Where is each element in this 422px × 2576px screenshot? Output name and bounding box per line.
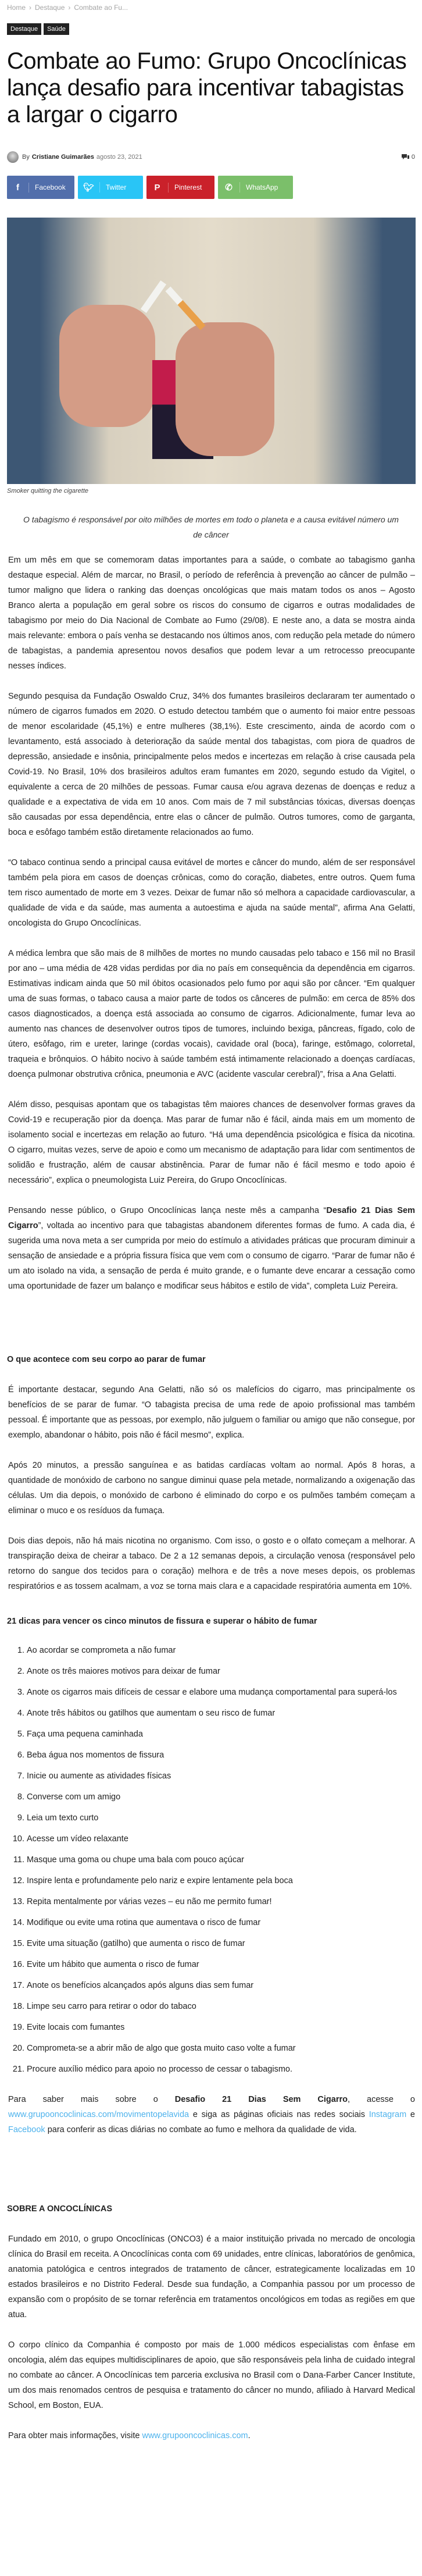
tips-heading: 21 dicas para vencer os cinco minutos de fissura e superar o hábito de fumar [7, 1617, 317, 1626]
tip-item: 18. Limpe seu carro para retirar o odor do tabaco [27, 1999, 415, 2014]
tip-item: 9. Leia um texto curto [27, 1810, 415, 1826]
share-label: Facebook [35, 183, 66, 191]
comment-icon [402, 154, 409, 161]
image-caption: Smoker quitting the cigarette [7, 488, 89, 494]
twitter-icon: 🐦︎ [78, 182, 100, 193]
tip-item: 7. Inicie ou aumente as atividades físicas [27, 1769, 415, 1784]
tip-item: 21. Procure auxílio médico para apoio no processo de cessar o tabagismo. [27, 2062, 415, 2077]
text: Para saber mais sobre o [8, 2095, 175, 2104]
breadcrumb-separator: › [68, 3, 71, 12]
author-avatar[interactable] [7, 151, 19, 163]
tip-item: 13. Repita mentalmente por várias vezes – eu não me permito fumar! [27, 1894, 415, 1909]
about-paragraph: O corpo clínico da Companhia é composto por mais de 1.000 médicos especialistas com ênfase em oncologia, além das equipes multidisciplinares de apoio, que são responsáveis pela linha de cuidado integral no combate ao câncer. A Oncoclínicas tem parceria exclusiva no Brasil com o Dana-Farber Cancer Institute, um dos mais renomados centros de pesquisa e tratamento do câncer no mundo, afiliado à Harvard Medical School, em Boston, EUA. [8, 2340, 415, 2410]
campaign-name: Desafio 21 Dias Sem Cigarro [174, 2095, 348, 2104]
tips-list [7, 1643, 415, 2077]
publish-date: agosto 23, 2021 [96, 154, 142, 161]
tag-destaque[interactable]: Destaque [7, 23, 41, 35]
about-heading: SOBRE A ONCOCLÍNICAS [7, 2204, 112, 2214]
text: . [248, 2431, 251, 2440]
tip-item: 5. Faça uma pequena caminhada [27, 1727, 415, 1742]
text: , acesse o [348, 2095, 415, 2104]
breadcrumb-home[interactable]: Home [7, 3, 26, 12]
featured-image [7, 218, 416, 484]
body-paragraph: A médica lembra que são mais de 8 milhões de mortes no mundo causadas pelo tabaco e 156 mil no Brasil por ano – uma média de 428 vidas perdidas por dia no país em consequência da dependência em cigarros. Estimativas indicam ainda que 50 mil óbitos ocasionados pelo fumo por aqui são por câncer. “Em qualquer uma de suas formas, o tabaco causa a maior parte de todos os cânceres de pulmão: em cerca de 85% dos casos diagnosticados, a doença está associada ao consumo de cigarros. Adicionalmente, fumar leva ao aumento nas chances de desenvolver outros tipos de tumores, incluindo bexiga, pâncreas, fígado, colo de útero, esôfago, rim e ureter, laringe (cordas vocais), cavidade oral (boca), faringe, estômago, colorretal, traqueia e brônquios. O hábito nocivo à saúde também está intimamente relacionado a doenças cardíacas, doença pulmonar obstrutiva crônica, pneumonia e AVC (acidente vascular cerebral)”, frisa a Ana Gelatti. [8, 949, 415, 1079]
category-tags [7, 23, 415, 35]
by-label: By [22, 154, 30, 161]
tip-item: 17. Anote os benefícios alcançados após alguns dias sem fumar [27, 1978, 415, 1993]
body-paragraph: “O tabaco continua sendo a principal causa evitável de mortes e câncer do mundo, além de ser responsável também pela piora em casos de doenças crônicas, como do coração, diabetes, entre outros. Quem fuma tem risco aumentado de morte em 3 vezes. Deixar de fumar não só melhora a capacidade cardiovascular, a qualidade de vida e da saúde, mas aumenta a autoestima e ajuda na saúde mental”, afirma Ana Gelatti, oncologista do Grupo Oncoclínicas. [8, 858, 415, 928]
breadcrumb-current: Combate ao Fu... [74, 3, 128, 12]
tip-item: 20. Comprometa-se a abrir mão de algo que gosta muito caso volte a fumar [27, 2041, 415, 2056]
tip-item: 14. Modifique ou evite uma rotina que aumentava o risco de fumar [27, 1915, 415, 1930]
body-paragraph: Segundo pesquisa da Fundação Oswaldo Cruz, 34% dos fumantes brasileiros declararam ter aumentado o número de cigarros fumados em 2020. O estudo detectou também que o aumento foi maior entre pessoas de menor escolaridade (45,1%) e entre mulheres (38,1%). Este crescimento, ainda de acordo com o levantamento, está associado à deterioração da saúde mental dos tabagistas, com piora de quadros de depressão, ansiedade e insônia, principalmente pelos medos e incertezas em relação à crise causada pela Covid-19. No Brasil, 10% dos brasileiros adultos eram fumantes em 2020, segundo estudo da Vigitel, o equivalente a cerca de 20 milhões de pessoas. Fumar causa e/ou agrava dezenas de doenças e reduz a qualidade e a expectativa de vida em 10 anos. Com mais de 7 mil substâncias tóxicas, diversas doenças são causadas por essa dependência, entre elas o câncer de pulmão. Outros tumores, como de garganta, boca e esôfago também estão diretamente relacionados ao fumo. [8, 692, 415, 837]
website-link[interactable]: www.grupooncoclinicas.com [142, 2431, 248, 2440]
tip-item: 4. Anote três hábitos ou gatilhos que aumentam o seu risco de fumar [27, 1706, 415, 1721]
breadcrumb-separator: › [29, 3, 32, 12]
breadcrumb-destaque[interactable]: Destaque [35, 3, 65, 12]
facebook-link[interactable]: Facebook [8, 2125, 45, 2134]
tip-item: 10. Acesse um vídeo relaxante [27, 1831, 415, 1846]
campaign-name: Desafio 21 Dias Sem Cigarro [8, 1206, 415, 1230]
cigarette-shape [165, 287, 205, 330]
text: e siga as páginas oficiais nas redes sociais [189, 2110, 369, 2119]
tip-item: 8. Converse com um amigo [27, 1789, 415, 1805]
breadcrumb [7, 0, 415, 15]
tip-item: 2. Anote os três maiores motivos para deixar de fumar [27, 1664, 415, 1679]
instagram-link[interactable]: Instagram [369, 2110, 407, 2119]
share-whatsapp-button[interactable] [218, 176, 293, 199]
text: para conferir as dicas diárias no combate ao fumo e melhora da qualidade de vida. [45, 2125, 357, 2134]
share-label: Pinterest [174, 183, 202, 191]
tip-item: 3. Anote os cigarros mais difíceis de cessar e elabore uma mudança comportamental para superá-los [27, 1685, 415, 1700]
body-paragraph: Além disso, pesquisas apontam que os tabagistas têm maiores chances de desenvolver formas graves da Covid-19 e recuperação pior da doença. Mas parar de fumar não é fácil, ainda mais em um momento de isolamento social e incertezas em relação ao futuro. “Há uma dependência psicológica e física da nicotina. O cigarro, muitas vezes, serve de apoio e como um mecanismo de adaptação para lidar com sentimentos de solidão e frustração, além de causar abstinência. Parar de fumar não é fácil mesmo e todo apoio é necessário”, explica o pneumologista Luiz Pereira, do Grupo Oncoclínicas. [8, 1100, 415, 1185]
text: Para obter mais informações, visite [8, 2431, 142, 2440]
whatsapp-icon: ✆ [218, 182, 240, 193]
body-paragraph: Após 20 minutos, a pressão sanguínea e as batidas cardíacas voltam ao normal. Após 8 horas, a quantidade de monóxido de carbono no sangue diminui quase pela metade, normalizando a oxigenação das células. Um dia depois, o monóxido de carbono é eliminado do corpo e os pulmões também começam a eliminar o muco e os resíduos da fumaça. [8, 1461, 415, 1515]
tip-item: 11. Masque uma goma ou chupe uma bala com pouco açúcar [27, 1852, 415, 1867]
share-buttons [7, 176, 415, 199]
share-pinterest-button[interactable] [146, 176, 214, 199]
text: e [406, 2110, 415, 2119]
facebook-icon: f [7, 183, 29, 193]
campaign-link[interactable]: www.grupooncoclinicas.com/movimentopelavida [8, 2110, 189, 2119]
section-heading: O que acontece com seu corpo ao parar de fumar [7, 1355, 206, 1364]
pinterest-icon: P [146, 183, 169, 193]
hand-shape [59, 305, 155, 427]
body-paragraph: Em um mês em que se comemoram datas importantes para a saúde, o combate ao tabagismo ganha destaque especial. Além de marcar, no Brasil, o período de referência à prevenção ao câncer de pulmão – tumor maligno que lidera o ranking das doenças oncológicas que mais matam todos os anos – Agosto Branco alerta a população em geral sobre os riscos do consumo de cigarros e outras modalidades de tabagismo por meio do Dia Nacional de Combate ao Fumo (29/08). E neste ano, a data se mostra ainda mais relevante: embora o país venha se destacando nos últimos anos, com redução pela metade do número de tabagistas, a pandemia apresentou novos desafios que podem levar a um retrocesso preocupante nesses índices. [8, 556, 415, 671]
lead-quote: O tabagismo é responsável por oito milhões de mortes em todo o planeta e a causa evitável número um de câncer [23, 515, 399, 539]
share-facebook-button[interactable] [7, 176, 74, 199]
cigarette-shape [141, 280, 166, 313]
tag-saude[interactable]: Saúde [44, 23, 69, 35]
hand-shape [176, 322, 274, 456]
tip-item: 12. Inspire lenta e profundamente pelo nariz e expire lentamente pela boca [27, 1873, 415, 1888]
share-twitter-button[interactable] [78, 176, 143, 199]
about-paragraph: Fundado em 2010, o grupo Oncoclínicas (ONCO3) é a maior instituição privada no mercado de oncologia clínica do Brasil em receita. A Oncoclínicas conta com 69 unidades, entre clínicas, laboratórios de genômica, anatomia patológica e centros integrados de tratamento de câncer, estrategicamente localizadas em 10 estados brasileiros e no Distrito Federal. Desde sua fundação, a Companhia passou por um processo de expansão com o propósito de se tornar referência em tratamentos oncológicos em todas as regiões em que atua. [8, 2235, 415, 2319]
tip-item: 16. Evite um hábito que aumenta o risco de fumar [27, 1957, 415, 1972]
text: ”, voltada ao incentivo para que tabagistas abandonem diferentes formas de fumo. A cada dia, é sugerida uma nova meta a ser cumprida por meio do estímulo a atividades práticas que procuram diminuir a sensação de ansiedade e a própria fissura física que vem com o consumo de cigarro. “Parar de fumar não é um ato isolado na vida, a sensação de perda é muito grande, e o fumante deve encarar a cessação como uma oportunidade de fazer um balanço e modificar seus hábitos e estilo de vida”, completa Luiz Pereira. [8, 1221, 415, 1291]
comments-number: 0 [411, 154, 415, 161]
visit-paragraph [8, 2428, 415, 2443]
comments-count[interactable] [402, 154, 415, 161]
article-meta [7, 151, 415, 163]
tip-item: 15. Evite uma situação (gatilho) que aumenta o risco de fumar [27, 1936, 415, 1951]
share-label: Twitter [106, 183, 127, 191]
text: Pensando nesse público, o Grupo Oncoclínicas lança neste mês a campanha “ [8, 1206, 327, 1215]
author-name[interactable]: Cristiane Guimarães [31, 154, 94, 161]
share-label: WhatsApp [246, 183, 278, 191]
campaign-paragraph [8, 1203, 415, 1294]
body-paragraph: Dois dias depois, não há mais nicotina no organismo. Com isso, o gosto e o olfato começam a melhorar. A transpiração deixa de cheirar a tabaco. De 2 a 12 semanas depois, a circulação venosa (responsável pelo retorno do sangue dos tecidos para o coração) melhora e de três a nove meses depois, os problemas respiratórios e as tossem acalmam, a voz se torna mais clara e a capacidade respiratória aumenta em 10%. [8, 1536, 415, 1591]
more-info-paragraph [8, 2092, 415, 2137]
tip-item: 1. Ao acordar se comprometa a não fumar [27, 1643, 415, 1658]
tip-item: 6. Beba água nos momentos de fissura [27, 1748, 415, 1763]
body-paragraph: É importante destacar, segundo Ana Gelatti, não só os malefícios do cigarro, mas principalmente os benefícios de se parar de fumar. “O tabagista precisa de uma rede de apoio profissional mas também pessoal. É importante que as pessoas, por exemplo, não julguem o familiar ou amigo que não consegue, por exemplo, abandonar o hábito, pois não é fácil mesmo”, explica. [8, 1385, 415, 1440]
article-title: Combate ao Fumo: Grupo Oncoclínicas lança desafio para incentivar tabagistas a largar o cigarro [7, 48, 407, 127]
tip-item: 19. Evite locais com fumantes [27, 2020, 415, 2035]
